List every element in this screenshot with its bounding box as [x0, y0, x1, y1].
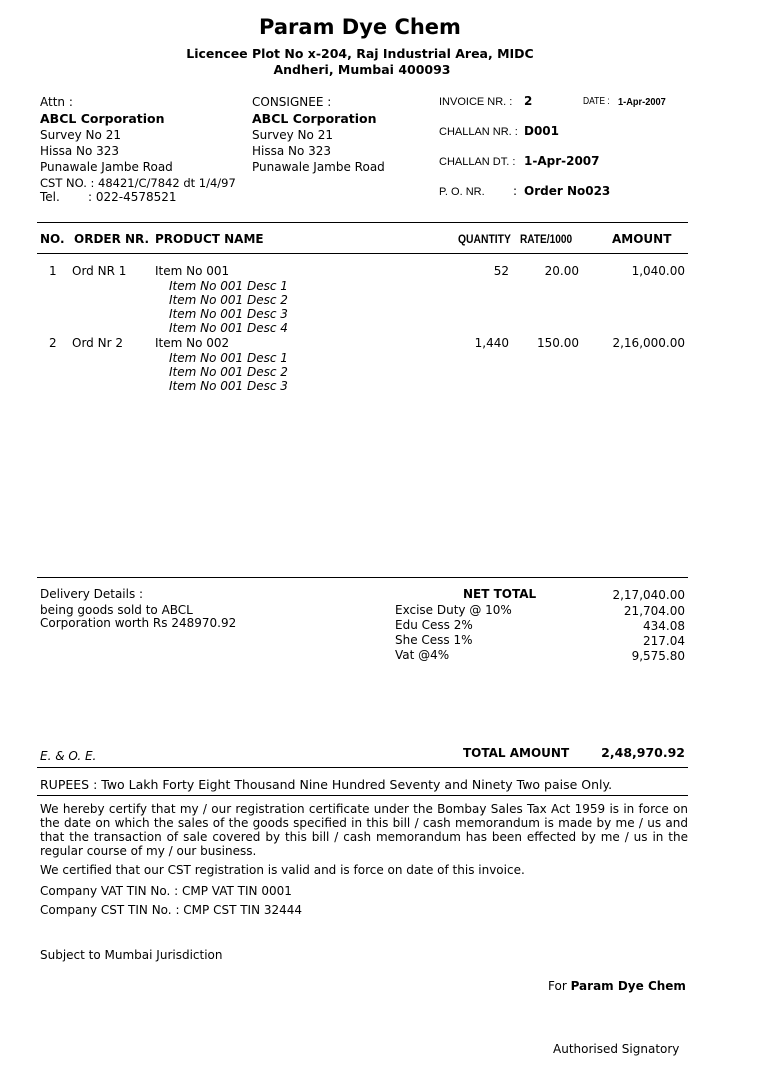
item-description: Item No 001 Desc 4 — [169, 321, 288, 335]
attn-cst: CST NO. : 48421/C/7842 dt 1/4/97 — [40, 176, 236, 190]
item-no: 1 — [49, 264, 57, 278]
item-order: Ord NR 1 — [72, 264, 127, 278]
edu-cess-value: 434.08 — [643, 619, 685, 633]
rupees-rule — [37, 795, 688, 796]
table-header-rule — [37, 253, 688, 254]
totals-top-rule — [37, 577, 688, 578]
item-rate: 20.00 — [544, 264, 579, 278]
item-description: Item No 001 Desc 2 — [169, 293, 288, 307]
challan-number-value: D001 — [524, 124, 560, 138]
item-quantity: 52 — [493, 264, 509, 278]
po-number-colon: : — [513, 184, 518, 198]
item-amount: 2,16,000.00 — [612, 336, 685, 350]
excise-value: 21,704.00 — [623, 604, 685, 618]
delivery-line2: Corporation worth Rs 248970.92 — [40, 616, 237, 630]
invoice-number-value: 2 — [524, 94, 533, 108]
column-header-product: PRODUCT NAME — [155, 232, 264, 246]
challan-number-label: CHALLAN NR. : — [439, 126, 518, 138]
item-order: Ord Nr 2 — [72, 336, 123, 350]
rupees-in-words: RUPEES : Two Lakh Forty Eight Thousand Nine Hundred Seventy and Ninety Two paise Only. — [40, 777, 613, 792]
consignee-label: CONSIGNEE : — [252, 95, 332, 109]
total-amount-label: TOTAL AMOUNT — [463, 746, 570, 760]
consignee-name: ABCL Corporation — [252, 111, 377, 126]
item-amount: 1,040.00 — [631, 264, 685, 278]
column-header-no: NO. — [40, 232, 65, 246]
invoice-date-label: DATE : — [583, 96, 610, 107]
authorised-signatory: Authorised Signatory — [553, 1042, 680, 1056]
column-header-order: ORDER NR. — [74, 232, 150, 246]
item-quantity: 1,440 — [474, 336, 509, 350]
challan-date-label: CHALLAN DT. : — [439, 156, 516, 168]
attn-tel-label: Tel. — [40, 190, 60, 204]
company-address-line2: Andheri, Mumbai 400093 — [273, 62, 451, 77]
challan-date-value: 1-Apr-2007 — [524, 154, 600, 168]
cst-certification: We certified that our CST registration is valid and is force on date of this invoice. — [40, 863, 525, 877]
item-description: Item No 001 Desc 2 — [169, 365, 288, 379]
signature-for-line — [548, 979, 686, 993]
signature-for-label: For — [548, 979, 567, 993]
item-description: Item No 001 Desc 1 — [169, 279, 288, 293]
attn-address-line3: Punawale Jambe Road — [40, 160, 173, 174]
item-description: Item No 001 Desc 3 — [169, 307, 288, 321]
certification-paragraph: We hereby certify that my / our registration certificate under the Bombay Sales Tax Act 1959 is in force on the date on which the sales of the goods specified in this bill / cash memorandum is made by me / us and that the transaction of sale covered by this bill / cash memorandum has been effected by me / us in the regular course of my / our business. — [40, 802, 688, 858]
item-description: Item No 001 Desc 1 — [169, 351, 288, 365]
po-number-value: Order No023 — [524, 184, 611, 198]
she-cess-label: She Cess 1% — [395, 633, 473, 647]
excise-label: Excise Duty @ 10% — [395, 603, 512, 617]
attn-name: ABCL Corporation — [40, 111, 165, 126]
consignee-address-line1: Survey No 21 — [252, 128, 333, 142]
vat-tin: Company VAT TIN No. : CMP VAT TIN 0001 — [40, 884, 292, 898]
item-description: Item No 001 Desc 3 — [169, 379, 288, 393]
cst-tin: Company CST TIN No. : CMP CST TIN 32444 — [40, 903, 303, 917]
vat-label: Vat @4% — [395, 648, 450, 662]
company-address-line1: Licencee Plot No x-204, Raj Industrial Area, MIDC — [186, 46, 534, 61]
net-total-value: 2,17,040.00 — [612, 588, 685, 602]
attn-address-line2: Hissa No 323 — [40, 144, 120, 158]
delivery-label: Delivery Details : — [40, 587, 144, 601]
delivery-line1: being goods sold to ABCL — [40, 603, 193, 617]
column-header-rate: RATE/1000 — [520, 234, 573, 246]
table-top-rule — [37, 222, 688, 223]
attn-label: Attn : — [40, 95, 73, 109]
jurisdiction-note: Subject to Mumbai Jurisdiction — [40, 948, 223, 962]
consignee-address-line3: Punawale Jambe Road — [252, 160, 385, 174]
po-number-label: P. O. NR. — [439, 186, 485, 198]
eoe-label: E. & O. E. — [40, 749, 97, 763]
total-rule — [37, 767, 688, 768]
invoice-number-label: INVOICE NR. : — [439, 96, 513, 108]
consignee-address-line2: Hissa No 323 — [252, 144, 332, 158]
item-product: Item No 001 — [155, 264, 230, 278]
item-no: 2 — [49, 336, 57, 350]
invoice-date-value: 1-Apr-2007 — [618, 96, 666, 108]
net-total-label: NET TOTAL — [463, 587, 537, 601]
item-rate: 150.00 — [537, 336, 579, 350]
attn-tel: : 022-4578521 — [88, 190, 177, 204]
she-cess-value: 217.04 — [643, 634, 685, 648]
vat-value: 9,575.80 — [631, 649, 685, 663]
column-header-amount: AMOUNT — [612, 232, 672, 246]
edu-cess-label: Edu Cess 2% — [395, 618, 473, 632]
column-header-quantity: QUANTITY — [458, 234, 511, 246]
item-product: Item No 002 — [155, 336, 230, 350]
total-amount-value: 2,48,970.92 — [601, 745, 685, 760]
company-name: Param Dye Chem — [259, 15, 461, 39]
attn-address-line1: Survey No 21 — [40, 128, 121, 142]
signature-company: Param Dye Chem — [570, 979, 686, 993]
